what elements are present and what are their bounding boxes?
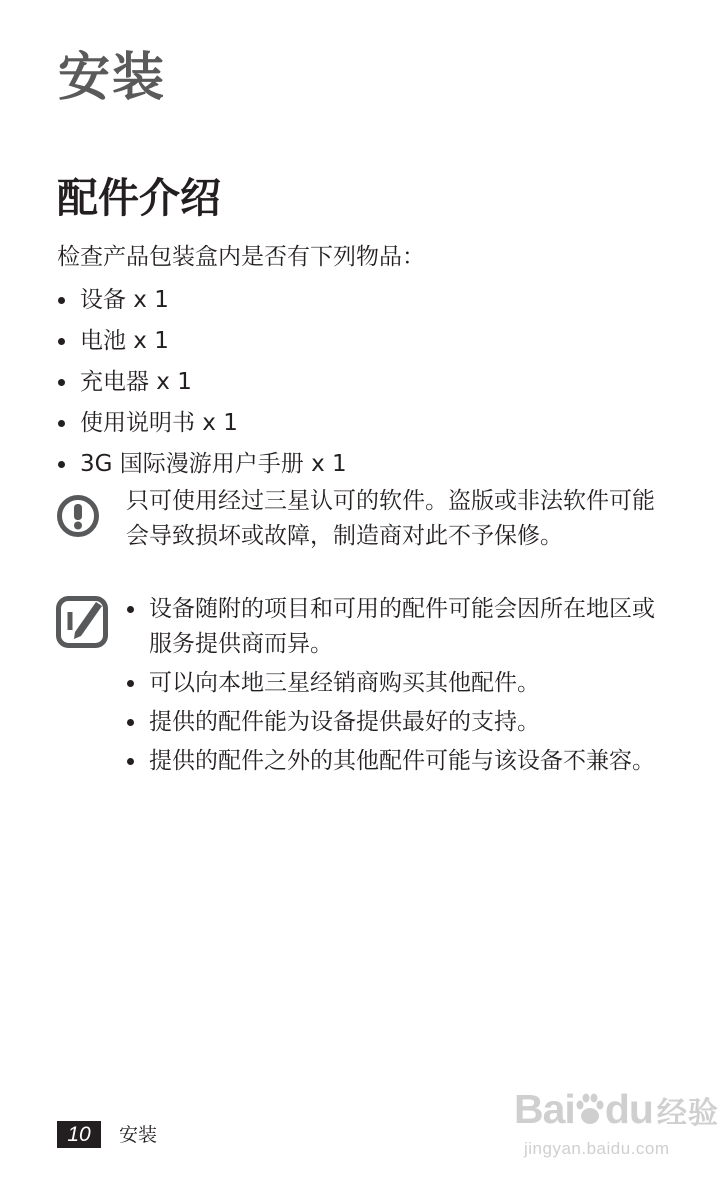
list-item: 电池 x 1 <box>57 326 347 367</box>
note-callout <box>56 592 666 812</box>
paw-icon <box>575 1089 605 1127</box>
section-intro: 检查产品包装盒内是否有下列物品： <box>57 244 425 270</box>
watermark-brand-right: du <box>604 1086 653 1132</box>
watermark-domain: jingyan.baidu.com <box>524 1139 670 1158</box>
watermark-logo <box>514 1086 719 1142</box>
footer-section-label: 安装 <box>119 1124 158 1146</box>
list-item: 充电器 x 1 <box>57 367 347 408</box>
list-item: 提供的配件能为设备提供最好的支持。 <box>126 705 666 740</box>
list-item: 设备随附的项目和可用的配件可能会因所在地区或服务提供商而异。 <box>126 592 666 662</box>
list-item: 使用说明书 x 1 <box>57 408 347 449</box>
list-item: 设备 x 1 <box>57 285 347 326</box>
watermark-service: 经验 <box>656 1097 719 1130</box>
note-list <box>126 592 666 783</box>
section-title: 配件介绍 <box>57 174 221 222</box>
list-item: 可以向本地三星经销商购买其他配件。 <box>126 666 666 701</box>
caution-icon <box>56 494 100 538</box>
package-contents-list <box>57 285 347 490</box>
note-icon <box>56 596 108 648</box>
caution-callout <box>56 484 666 574</box>
baidu-jingyan-watermark <box>514 1082 719 1166</box>
list-item: 3G 国际漫游用户手册 x 1 <box>57 449 347 490</box>
page-number: 10 <box>57 1121 101 1148</box>
chapter-title: 安装 <box>58 48 167 108</box>
watermark-brand-left: Bai <box>514 1086 575 1132</box>
list-item: 提供的配件之外的其他配件可能与该设备不兼容。 <box>126 744 666 779</box>
caution-text: 只可使用经过三星认可的软件。盗版或非法软件可能会导致损坏或故障，制造商对此不予保修。 <box>126 488 655 549</box>
